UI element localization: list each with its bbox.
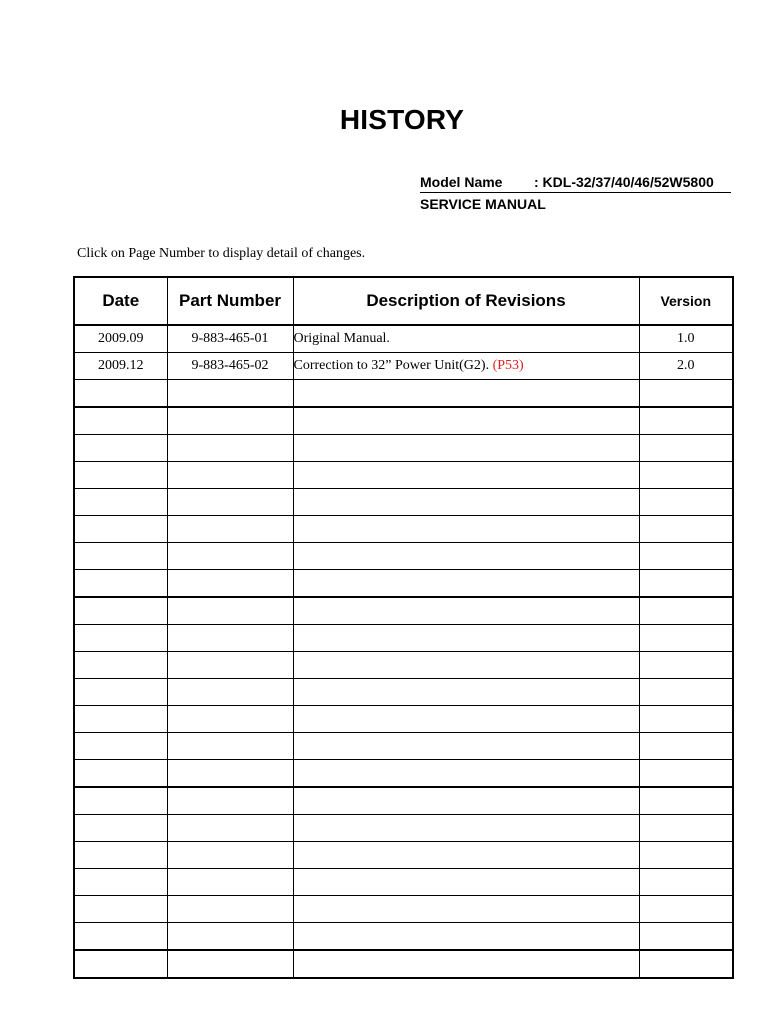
empty-cell [293, 597, 639, 625]
empty-table-row [74, 923, 733, 951]
empty-cell [167, 489, 293, 516]
empty-cell [639, 625, 733, 652]
empty-cell [639, 815, 733, 842]
empty-table-row [74, 597, 733, 625]
empty-cell [639, 787, 733, 815]
empty-table-row [74, 760, 733, 788]
empty-cell [74, 815, 167, 842]
empty-table-row [74, 489, 733, 516]
table-row [74, 353, 733, 380]
instruction-text: Click on Page Number to display detail of changes. [77, 246, 366, 261]
empty-cell [639, 842, 733, 869]
row-part-number: 9-883-465-01 [167, 325, 293, 353]
model-name-line [420, 172, 731, 193]
empty-cell [74, 435, 167, 462]
empty-cell [639, 760, 733, 788]
empty-table-row [74, 435, 733, 462]
empty-table-row [74, 516, 733, 543]
manual-type: SERVICE MANUAL [420, 196, 546, 212]
empty-table-row [74, 869, 733, 896]
empty-cell [293, 733, 639, 760]
empty-cell [167, 706, 293, 733]
empty-cell [74, 787, 167, 815]
empty-cell [167, 597, 293, 625]
row-description [293, 353, 639, 380]
empty-cell [167, 462, 293, 489]
empty-cell [639, 950, 733, 978]
empty-cell [293, 652, 639, 679]
empty-cell [639, 462, 733, 489]
header-description: Description of Revisions [293, 277, 639, 325]
empty-cell [74, 597, 167, 625]
empty-cell [293, 815, 639, 842]
empty-table-row [74, 815, 733, 842]
empty-cell [167, 543, 293, 570]
empty-cell [293, 489, 639, 516]
empty-table-row [74, 950, 733, 978]
empty-table-row [74, 462, 733, 489]
empty-table-row [74, 733, 733, 760]
empty-cell [293, 543, 639, 570]
empty-cell [74, 679, 167, 706]
empty-cell [167, 652, 293, 679]
empty-cell [74, 652, 167, 679]
empty-cell [639, 489, 733, 516]
empty-cell [639, 706, 733, 733]
row-description [293, 325, 639, 353]
empty-cell [74, 760, 167, 788]
empty-cell [293, 787, 639, 815]
empty-table-row [74, 896, 733, 923]
empty-cell [167, 815, 293, 842]
header-date: Date [74, 277, 167, 325]
empty-cell [293, 923, 639, 951]
model-name-value: : KDL-32/37/40/46/52W5800 [534, 174, 714, 190]
empty-cell [74, 380, 167, 408]
empty-table-row [74, 652, 733, 679]
empty-table-row [74, 543, 733, 570]
empty-cell [639, 597, 733, 625]
model-name-label: Model Name [420, 174, 503, 190]
empty-table-row [74, 407, 733, 435]
empty-cell [293, 869, 639, 896]
empty-cell [293, 380, 639, 408]
empty-cell [167, 787, 293, 815]
empty-cell [74, 896, 167, 923]
empty-cell [167, 923, 293, 951]
empty-cell [293, 842, 639, 869]
empty-cell [167, 570, 293, 598]
empty-cell [293, 706, 639, 733]
row-date: 2009.09 [74, 325, 167, 353]
empty-table-row [74, 679, 733, 706]
header-part-number: Part Number [167, 277, 293, 325]
empty-table-row [74, 706, 733, 733]
empty-cell [74, 923, 167, 951]
revision-history-table [73, 276, 734, 979]
empty-table-row [74, 380, 733, 408]
empty-table-row [74, 842, 733, 869]
empty-rows [74, 380, 733, 979]
empty-cell [293, 435, 639, 462]
empty-cell [74, 543, 167, 570]
table-row [74, 325, 733, 353]
empty-cell [639, 435, 733, 462]
row-date: 2009.12 [74, 353, 167, 380]
row-description-text: Correction to 32” Power Unit(G2). [293, 358, 490, 373]
empty-cell [639, 380, 733, 408]
empty-cell [639, 407, 733, 435]
empty-cell [293, 896, 639, 923]
empty-cell [639, 570, 733, 598]
row-description-text: Original Manual. [293, 331, 390, 346]
page-link-p53[interactable]: (P53) [492, 358, 524, 373]
row-version: 2.0 [639, 353, 733, 380]
empty-cell [74, 407, 167, 435]
empty-cell [293, 760, 639, 788]
empty-cell [167, 950, 293, 978]
empty-cell [293, 407, 639, 435]
empty-cell [293, 462, 639, 489]
row-part-number: 9-883-465-02 [167, 353, 293, 380]
empty-cell [74, 706, 167, 733]
empty-cell [74, 842, 167, 869]
empty-cell [167, 869, 293, 896]
table-header-row [74, 277, 733, 325]
empty-cell [639, 733, 733, 760]
empty-cell [74, 625, 167, 652]
empty-cell [639, 652, 733, 679]
empty-cell [639, 543, 733, 570]
empty-cell [167, 733, 293, 760]
empty-cell [293, 679, 639, 706]
empty-cell [74, 489, 167, 516]
empty-cell [639, 869, 733, 896]
empty-cell [167, 407, 293, 435]
empty-cell [74, 733, 167, 760]
empty-cell [639, 923, 733, 951]
empty-cell [639, 896, 733, 923]
header-version: Version [639, 277, 733, 325]
empty-cell [74, 516, 167, 543]
empty-cell [167, 516, 293, 543]
empty-table-row [74, 787, 733, 815]
empty-table-row [74, 570, 733, 598]
empty-cell [167, 842, 293, 869]
empty-cell [167, 625, 293, 652]
empty-cell [167, 679, 293, 706]
empty-cell [293, 570, 639, 598]
empty-cell [293, 516, 639, 543]
model-block [420, 172, 731, 214]
empty-cell [167, 760, 293, 788]
page-title: HISTORY [339, 104, 465, 135]
row-version: 1.0 [639, 325, 733, 353]
empty-cell [167, 896, 293, 923]
empty-cell [167, 435, 293, 462]
empty-cell [639, 516, 733, 543]
empty-cell [293, 625, 639, 652]
empty-table-row [74, 625, 733, 652]
empty-cell [74, 950, 167, 978]
empty-cell [167, 380, 293, 408]
empty-cell [293, 950, 639, 978]
empty-cell [639, 679, 733, 706]
empty-cell [74, 462, 167, 489]
empty-cell [74, 570, 167, 598]
empty-cell [74, 869, 167, 896]
